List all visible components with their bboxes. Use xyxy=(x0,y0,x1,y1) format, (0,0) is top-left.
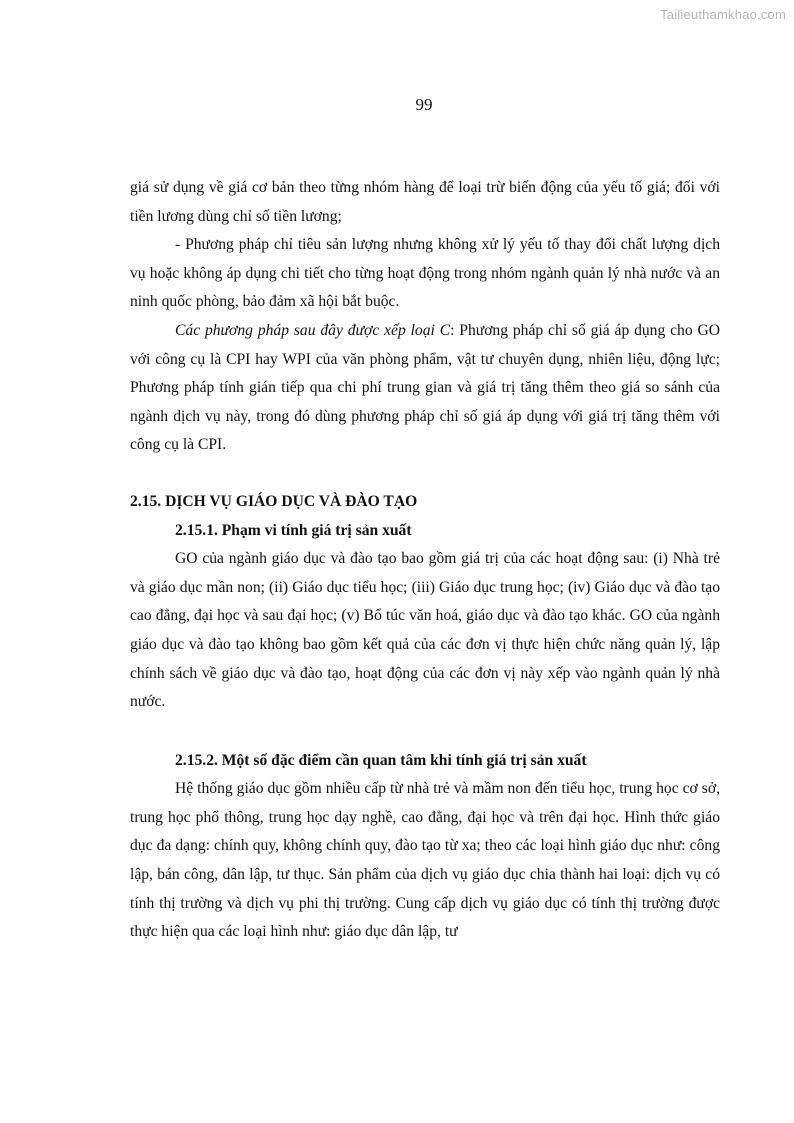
paragraph-scope: GO của ngành giáo dục và đào tạo bao gồm giá trị của các hoạt động sau: (i) Nhà trẻ và giáo dục mần non; (ii) Giáo dục tiểu học; (iii) Giáo dục trung học; (iv) Giáo dục và đào tạo cao đẳng, đại học và sau đại học; (v) Bổ túc văn hoá, giáo dục và đào tạo khác. GO của ngành giáo dục và đào tạo không bao gồm kết quả của các đơn vị thực hiện chức năng quản lý, lập chính sách về giáo dục và đào tạo, hoạt động của các đơn vị này xếp vào ngành quản lý nhà nước. xyxy=(130,550,720,711)
watermark-text: Tailieuthamkhao.com xyxy=(660,7,786,22)
paragraph-class-c-methods xyxy=(130,317,720,460)
document-body xyxy=(130,174,720,947)
page-number: 99 xyxy=(415,95,433,114)
paragraph-continuation: giá sử dụng về giá cơ bản theo từng nhóm hàng để loại trừ biến động của yếu tố giá; đối với tiền lương dùng chỉ số tiền lương; xyxy=(130,179,720,225)
section-heading-2-15: 2.15. DỊCH VỤ GIÁO DỤC VÀ ĐÀO TẠO xyxy=(130,492,418,510)
class-c-body: : Phương pháp chỉ số giá áp dụng cho GO với công cụ là CPI hay WPI của văn phòng phẩm, vật tư chuyên dụng, nhiên liệu, động lực; Phương pháp tính gián tiếp qua chi phí trung gian và giá trị tăng thêm theo giá so sánh của ngành dịch vụ này, trong đó dùng phương pháp chỉ số giá áp dụng với giá trị tăng thêm với công cụ là CPI. xyxy=(130,321,720,454)
paragraph-output-method: - Phương pháp chỉ tiêu sản lượng nhưng không xử lý yếu tố thay đổi chất lượng dịch vụ hoặc không áp dụng chi tiết cho từng hoạt động trong nhóm ngành quản lý nhà nước và an ninh quốc phòng, bảo đảm xã hội bắt buộc. xyxy=(130,236,720,311)
subsection-heading-2-15-1: 2.15.1. Phạm vi tính giá trị sản xuất xyxy=(175,521,412,539)
paragraph-education-system: Hệ thống giáo dục gồm nhiều cấp từ nhà trẻ và mầm non đến tiểu học, trung học cơ sở, trung học phổ thông, trung học dạy nghề, cao đẳng, đại học và trên đại học. Hình thức giáo dục đa dạng: chính quy, không chính quy, đào tạo từ xa; theo các loại hình giáo dục như: công lập, bán công, dân lập, tư thục. Sản phẩm của dịch vụ giáo dục chia thành hai loại: dịch vụ có tính thị trường và dịch vụ phi thị trường. Cung cấp dịch vụ giáo dục có tính thị trường được thực hiện qua các loại hình như: giáo dục dân lập, tư xyxy=(130,780,720,941)
subsection-heading-2-15-2: 2.15.2. Một số đặc điểm cần quan tâm khi tính giá trị sản xuất xyxy=(175,751,587,769)
class-c-lead: Các phương pháp sau đây được xếp loại C xyxy=(175,321,451,339)
